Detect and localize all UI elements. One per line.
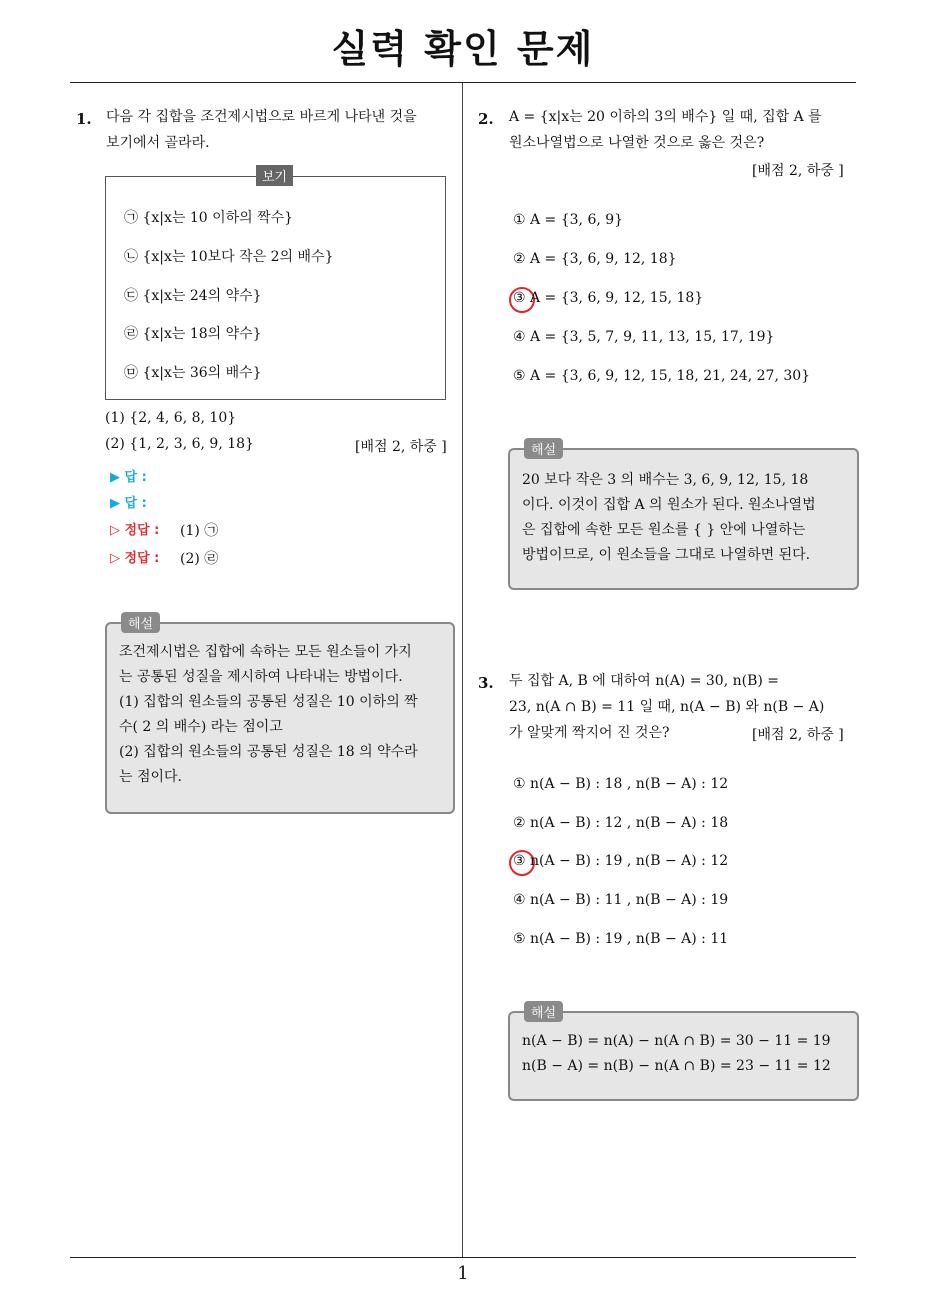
- solution-line: (2) 집합의 원소들의 공통된 성질은 18 의 약수라: [119, 744, 418, 760]
- q3-number: 3.: [478, 674, 494, 692]
- bogi-item: ㉠ {x|x는 10 이하의 짝수}: [124, 210, 294, 226]
- q1-number: 1.: [76, 110, 92, 128]
- solution-line: n(B − A) = n(B) − n(A ∩ B) = 23 − 11 = 12: [522, 1058, 831, 1074]
- solution-label: 해설: [524, 1001, 563, 1022]
- q1-score: [배점 2, 하중 ]: [355, 439, 447, 455]
- q1-text: [106, 104, 456, 156]
- q2-choice[interactable]: ④ A = {3, 5, 7, 9, 11, 13, 15, 17, 19}: [513, 329, 775, 345]
- solution-line: 조건제시법은 집합에 속하는 모든 원소들이 가지: [119, 644, 412, 660]
- bogi-label: 보기: [256, 165, 293, 186]
- q2-choice[interactable]: ① A = {3, 6, 9}: [513, 212, 624, 228]
- solution-line: 방법이므로, 이 원소들을 그대로 나열하면 된다.: [522, 547, 811, 563]
- bogi-item: ㉡ {x|x는 10보다 작은 2의 배수}: [124, 249, 334, 265]
- bogi-item: ㉤ {x|x는 36의 배수}: [124, 365, 262, 381]
- q1-sub1: (1) {2, 4, 6, 8, 10}: [105, 410, 237, 426]
- q1-answer-field[interactable]: ▶ 답 :: [110, 470, 147, 485]
- q1-text-line: 보기에서 골라라.: [106, 135, 210, 151]
- q3-choice[interactable]: ② n(A − B) : 12 , n(B − A) : 18: [513, 815, 729, 831]
- q2-text-line: A = {x|x는 20 이하의 3의 배수} 일 때, 집합 A 를: [509, 109, 822, 125]
- q3-choice[interactable]: ⑤ n(A − B) : 19 , n(B − A) : 11: [513, 931, 729, 947]
- q2-choice[interactable]: ⑤ A = {3, 6, 9, 12, 15, 18, 21, 24, 27, 30}: [513, 368, 811, 384]
- solution-line: 은 집합에 속한 모든 원소를 { } 안에 나열하는: [522, 522, 806, 538]
- q3-text-line: 두 집합 A, B 에 대하여 n(A) = 30, n(B) =: [509, 673, 780, 689]
- bottom-rule: [70, 1257, 856, 1258]
- q3-choice[interactable]: ④ n(A − B) : 11 , n(B − A) : 19: [513, 892, 729, 908]
- q2-solution-box: [508, 443, 859, 590]
- solution-line: 는 공통된 성질을 제시하여 나타내는 방법이다.: [119, 669, 403, 685]
- solution-line: 수( 2 의 배수) 라는 점이고: [119, 719, 283, 735]
- q3-choice[interactable]: ① n(A − B) : 18 , n(B − A) : 12: [513, 776, 729, 792]
- bogi-box: [105, 170, 446, 400]
- solution-label: 해설: [121, 612, 160, 633]
- q1-correct-label: ▷ 정답 :: [110, 523, 160, 538]
- q2-choice[interactable]: ② A = {3, 6, 9, 12, 18}: [513, 251, 677, 267]
- q2-text-line: 원소나열법으로 나열한 것으로 옳은 것은?: [509, 135, 765, 151]
- q1-correct-value: (1) ㉠: [180, 523, 219, 539]
- q2-choice[interactable]: ③ A = {3, 6, 9, 12, 15, 18}: [513, 290, 704, 306]
- bogi-item: ㉣ {x|x는 18의 약수}: [124, 326, 262, 342]
- page-title: 실력 확인 문제: [331, 27, 595, 71]
- q3-solution-box: [508, 1006, 859, 1101]
- q2-number: 2.: [478, 110, 494, 128]
- solution-line: 이다. 이것이 집합 A 의 원소가 된다. 원소나열법: [522, 497, 816, 513]
- column-divider: [462, 83, 463, 1258]
- q3-text-line: 23, n(A ∩ B) = 11 일 때, n(A − B) 와 n(B − A): [509, 699, 825, 715]
- q1-sub2: (2) {1, 2, 3, 6, 9, 18}: [105, 436, 254, 452]
- solution-label: 해설: [524, 438, 563, 459]
- top-rule: [70, 82, 856, 83]
- page-number: 1: [457, 1263, 469, 1284]
- q1-text-line: 다음 각 집합을 조건제시법으로 바르게 나타낸 것을: [106, 109, 417, 125]
- solution-line: (1) 집합의 원소들의 공통된 성질은 10 이하의 짝: [119, 694, 418, 710]
- q1-answer-field[interactable]: ▶ 답 :: [110, 496, 147, 511]
- q1-correct-label: ▷ 정답 :: [110, 551, 160, 566]
- q2-score: [배점 2, 하중 ]: [752, 163, 844, 179]
- solution-line: n(A − B) = n(A) − n(A ∩ B) = 30 − 11 = 19: [522, 1033, 831, 1049]
- q1-solution-box: [105, 617, 455, 814]
- q3-text-line: 가 알맞게 짝지어 진 것은?: [509, 725, 670, 741]
- solution-line: 는 점이다.: [119, 769, 182, 785]
- bogi-item: ㉢ {x|x는 24의 약수}: [124, 288, 262, 304]
- q1-solution-text: [119, 640, 441, 790]
- solution-line: 20 보다 작은 3 의 배수는 3, 6, 9, 12, 15, 18: [522, 472, 809, 488]
- q2-solution-text: [522, 468, 845, 568]
- q1-correct-value: (2) ㉣: [180, 551, 219, 567]
- q2-text: [509, 104, 859, 156]
- q3-solution-text: [522, 1029, 845, 1079]
- q3-score: [배점 2, 하중 ]: [752, 727, 844, 743]
- q3-choice[interactable]: ③ n(A − B) : 19 , n(B − A) : 12: [513, 853, 729, 869]
